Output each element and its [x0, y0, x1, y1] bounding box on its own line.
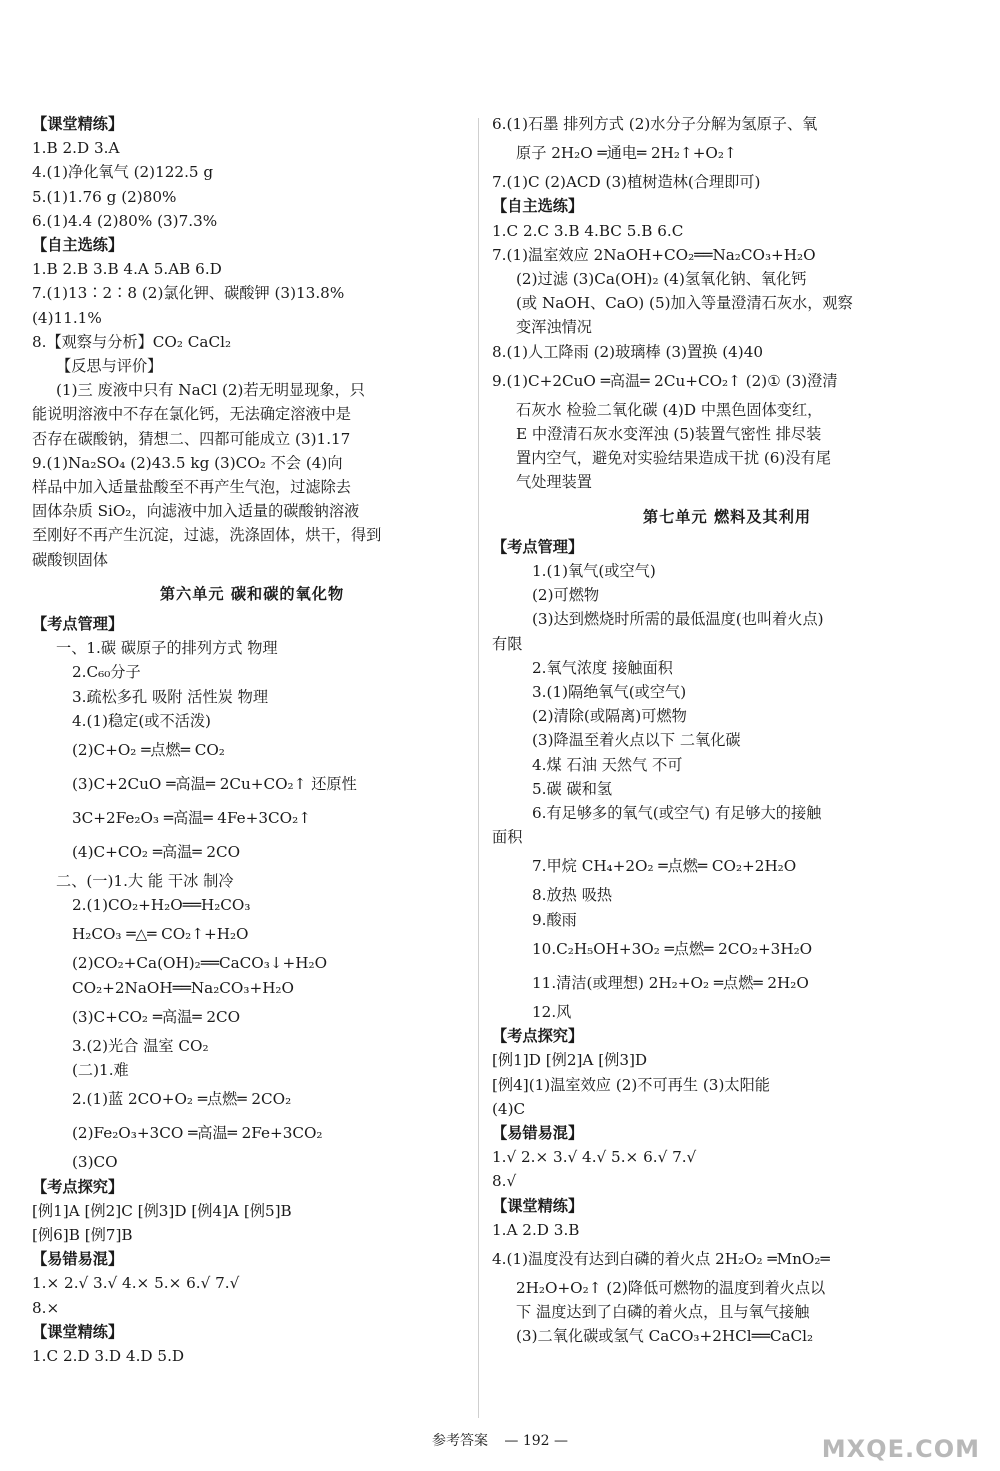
section-heading: 【考点管理】 — [32, 615, 124, 634]
page-number: — 192 — — [504, 1433, 569, 1449]
answer-line: [例6]B [例7]B — [32, 1225, 133, 1244]
answer-line: 至刚好不再产生沉淀，过滤，洗涤固体，烘干，得到 — [32, 526, 382, 545]
answer-line: CO₂+2NaOH══Na₂CO₃+H₂O — [72, 978, 294, 997]
answer-line: 3.疏松多孔 吸附 活性炭 物理 — [72, 687, 269, 706]
answer-line: 8.√ — [492, 1172, 517, 1191]
answer-line: 下 温度达到了白磷的着火点，且与氧气接触 — [516, 1303, 810, 1322]
answer-line: 3C+2Fe₂O₃ ═高温═ 4Fe+3CO₂↑ — [72, 809, 311, 828]
answer-line: (4)11.1% — [32, 308, 102, 327]
answer-line: 面积 — [492, 828, 523, 847]
column-divider — [478, 118, 479, 1418]
answer-line: 2.氧气浓度 接触面积 — [532, 658, 673, 677]
answer-line: 1.C 2.D 3.D 4.D 5.D — [32, 1346, 185, 1365]
section-heading: 【课堂精练】 — [32, 115, 124, 133]
answer-line: 4.(1)稳定(或不活泼) — [72, 711, 211, 730]
right-column — [492, 112, 962, 1349]
answer-line: 9.(1)Na₂SO₄ (2)43.5 kg (3)CO₂ 不会 (4)向 — [32, 453, 343, 472]
unit-title: 第六单元 碳和碳的氧化物 — [159, 584, 345, 603]
answer-line: 6.(1)石墨 排列方式 (2)水分子分解为氢原子、氧 — [492, 115, 818, 133]
answer-line: 1.B 2.D 3.A — [32, 139, 120, 158]
answer-line: 石灰水 检验二氧化碳 (4)D 中黑色固体变红， — [516, 400, 823, 419]
section-heading: 【自主选练】 — [492, 197, 584, 216]
answer-line: 6.有足够多的氧气(或空气) 有足够大的接触 — [532, 804, 822, 823]
answer-line: 1.(1)氧气(或空气) — [532, 562, 656, 581]
footer-label: 参考答案 — [431, 1433, 488, 1449]
answer-line: (3)降温至着火点以下 二氧化碳 — [532, 731, 741, 750]
answer-line: 12.风 — [532, 1002, 572, 1021]
answer-line: 1.× 2.√ 3.√ 4.× 5.× 6.√ 7.√ — [32, 1274, 240, 1293]
answer-line: 1.A 2.D 3.B — [492, 1220, 580, 1239]
answer-line: 6.(1)4.4 (2)80% (3)7.3% — [32, 211, 218, 230]
answer-line: (2)CO₂+Ca(OH)₂══CaCO₃↓+H₂O — [72, 954, 328, 973]
answer-line: 1.√ 2.× 3.√ 4.√ 5.× 6.√ 7.√ — [492, 1148, 697, 1167]
answer-line: (3)C+2CuO ═高温═ 2Cu+CO₂↑ 还原性 — [72, 775, 357, 794]
answer-line: 7.(1)13∶2∶8 (2)氯化钾、碳酸钾 (3)13.8% — [32, 284, 345, 303]
answer-line: 8.(1)人工降雨 (2)玻璃棒 (3)置换 (4)40 — [492, 342, 764, 361]
answer-line: 固体杂质 SiO₂，向滤液中加入适量的碳酸钠溶液 — [32, 502, 360, 521]
unit-title: 第七单元 燃料及其利用 — [642, 507, 812, 526]
answer-line: 否存在碳酸钠，猜想二、四都可能成立 (3)1.17 — [32, 429, 351, 448]
answer-line: 2H₂O+O₂↑ (2)降低可燃物的温度到着火点以 — [516, 1278, 826, 1297]
answer-line: 碳酸钡固体 — [32, 550, 108, 569]
answer-line: (3)CO — [72, 1153, 118, 1172]
answer-line: 置内空气，避免对实验结果造成干扰 (6)没有尾 — [516, 449, 831, 468]
section-heading: 【考点探究】 — [32, 1177, 124, 1196]
answer-line: 9.(1)C+2CuO ═高温═ 2Cu+CO₂↑ (2)① (3)澄清 — [492, 371, 838, 390]
answer-line: 1.C 2.C 3.B 4.BC 5.B 6.C — [492, 221, 684, 240]
answer-line: 8.放热 吸热 — [532, 886, 613, 905]
answer-line: (或 NaOH、CaO) (5)加入等量澄清石灰水，观察 — [516, 294, 853, 313]
answer-line: 4.(1)净化氧气 (2)122.5 g — [32, 163, 214, 182]
answer-line: E 中澄清石灰水变浑浊 (5)装置气密性 排尽装 — [516, 425, 822, 444]
section-heading: 【易错易混】 — [492, 1123, 584, 1142]
answer-line: [例1]A [例2]C [例3]D [例4]A [例5]B — [32, 1201, 292, 1220]
watermark-logo: MXQE.COM — [821, 1435, 980, 1463]
answer-line: 3.(1)隔绝氧气(或空气) — [532, 683, 687, 702]
answer-line: H₂CO₃ ═△═ CO₂↑+H₂O — [72, 925, 249, 944]
answer-line: 二、(一)1.大 能 干冰 制冷 — [56, 872, 234, 891]
answer-line: 2.C₆₀分子 — [72, 663, 141, 682]
answer-line: 变浑浊情况 — [516, 318, 592, 337]
left-column — [32, 112, 472, 1368]
section-heading: 【考点管理】 — [492, 537, 584, 556]
answer-line: 7.(1)C (2)ACD (3)植树造林(合理即可) — [492, 173, 761, 192]
answer-line: 9.酸雨 — [532, 910, 577, 929]
answer-line: 原子 2H₂O ═通电═ 2H₂↑+O₂↑ — [516, 144, 737, 163]
answer-line: (2)可燃物 — [532, 586, 600, 605]
section-heading: 【课堂精练】 — [32, 1322, 124, 1341]
answer-line: (2)过滤 (3)Ca(OH)₂ (4)氢氧化钠、氧化钙 — [516, 270, 807, 289]
answer-line: 8.【观察与分析】CO₂ CaCl₂ — [32, 332, 232, 351]
answer-line: 2.(1)蓝 2CO+O₂ ═点燃═ 2CO₂ — [72, 1090, 292, 1109]
answer-line: 8.× — [32, 1298, 60, 1317]
answer-line: 7.甲烷 CH₄+2O₂ ═点燃═ CO₂+2H₂O — [532, 857, 797, 876]
answer-line: (3)C+CO₂ ═高温═ 2CO — [72, 1007, 241, 1026]
section-heading: 【考点探究】 — [492, 1027, 584, 1046]
answer-line: 10.C₂H₅OH+3O₂ ═点燃═ 2CO₂+3H₂O — [532, 939, 813, 958]
answer-line: 2.(1)CO₂+H₂O══H₂CO₃ — [72, 896, 251, 915]
answer-line: 11.清洁(或理想) 2H₂+O₂ ═点燃═ 2H₂O — [532, 973, 809, 992]
answer-line: 【反思与评价】 — [56, 357, 163, 376]
answer-line: (二)1.难 — [72, 1061, 129, 1080]
answer-line: (4)C+CO₂ ═高温═ 2CO — [72, 843, 241, 862]
answer-line: (1)三 废液中只有 NaCl (2)若无明显现象，只 — [56, 381, 365, 400]
answer-line: (2)清除(或隔离)可燃物 — [532, 707, 687, 726]
answer-line: 1.B 2.B 3.B 4.A 5.AB 6.D — [32, 260, 222, 279]
answer-line: (3)二氧化碳或氢气 CaCO₃+2HCl══CaCl₂ — [516, 1327, 814, 1346]
answer-line: 5.(1)1.76 g (2)80% — [32, 187, 177, 206]
answer-line: (4)C — [492, 1099, 526, 1118]
answer-line: (2)C+O₂ ═点燃═ CO₂ — [72, 741, 225, 760]
section-heading: 【自主选练】 — [32, 236, 124, 255]
answer-line: 4.(1)温度没有达到白磷的着火点 2H₂O₂ ═MnO₂═ — [492, 1249, 830, 1268]
answer-line: 5.碳 碳和氢 — [532, 779, 613, 798]
answer-line: (2)Fe₂O₃+3CO ═高温═ 2Fe+3CO₂ — [72, 1124, 323, 1143]
answer-line: 7.(1)温室效应 2NaOH+CO₂══Na₂CO₃+H₂O — [492, 245, 816, 264]
section-heading: 【课堂精练】 — [492, 1196, 584, 1215]
answer-line: (3)达到燃烧时所需的最低温度(也叫着火点) — [532, 610, 824, 629]
answer-line: 有限 — [492, 634, 523, 653]
answer-line: 一、1.碳 碳原子的排列方式 物理 — [56, 639, 278, 658]
answer-line: 能说明溶液中不存在氯化钙，无法确定溶液中是 — [32, 405, 351, 424]
answer-line: [例1]D [例2]A [例3]D — [492, 1051, 648, 1070]
section-heading: 【易错易混】 — [32, 1250, 124, 1269]
answer-line: 气处理装置 — [516, 473, 592, 492]
answer-line: 样品中加入适量盐酸至不再产生气泡，过滤除去 — [32, 478, 351, 497]
answer-line: 3.(2)光合 温室 CO₂ — [72, 1036, 209, 1055]
answer-line: 4.煤 石油 天然气 不可 — [532, 755, 683, 774]
answer-line: [例4](1)温室效应 (2)不可再生 (3)太阳能 — [492, 1075, 770, 1094]
